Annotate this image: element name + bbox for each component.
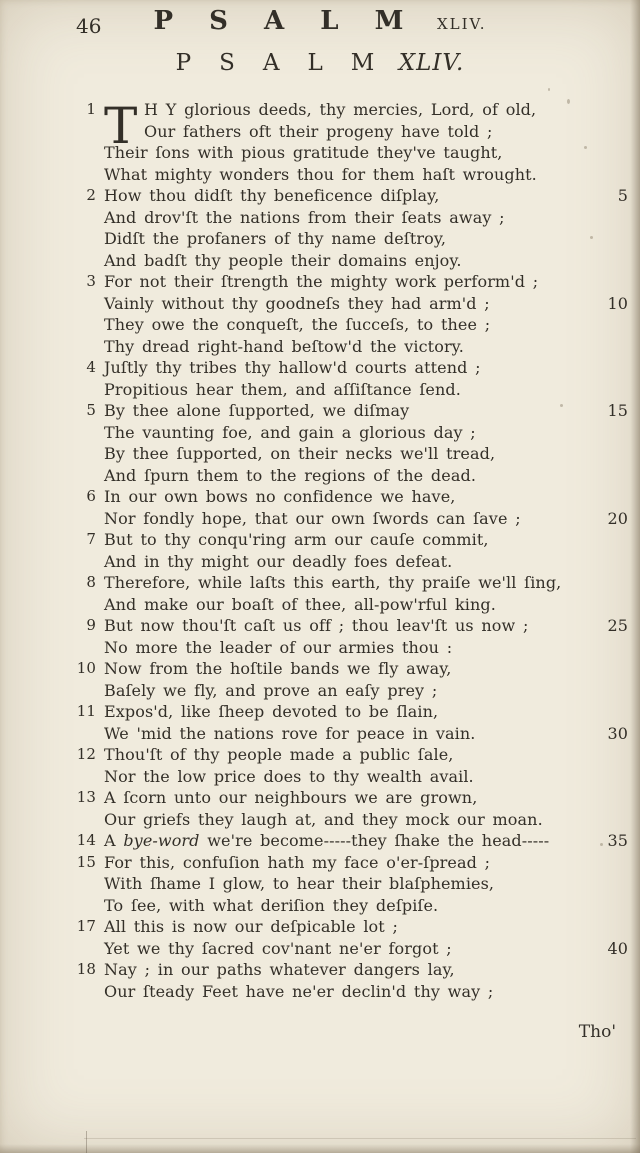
verse-line-text: And in thy might our deadly foes defeat.: [104, 551, 453, 571]
verse-line-text: Our griefs they laugh at, and they mock our moan.: [104, 809, 543, 829]
margin-line-number: 20: [607, 508, 628, 528]
verse-line: [70, 744, 640, 766]
verse-line-text: But now thou'ſt caſt us off ; thou leav'ſt us now ;: [104, 616, 529, 635]
verse-line-text: Nay ; in our paths whatever dangers lay,: [104, 960, 455, 979]
verse-line: [70, 250, 640, 272]
scan-edge-mark: [86, 1131, 87, 1153]
verse-line-text: Nor the low price does to thy wealth avail.: [104, 766, 474, 786]
margin-line-number: 40: [607, 938, 628, 958]
verse-number: [70, 809, 104, 831]
page-crease: [84, 1138, 636, 1139]
verse-number: 13: [76, 788, 96, 806]
catchword: Tho': [578, 1022, 616, 1042]
text-segment: A: [104, 831, 124, 850]
verse-number: 12: [76, 745, 96, 763]
verse-line-text: And make our boaſt of thee, all-pow'rful king.: [104, 594, 496, 614]
verse-line-text: [104, 830, 640, 852]
verse-line: [70, 981, 640, 1003]
verse-line: [70, 293, 640, 315]
verse-line-text: For this, confuſion hath my face o'er-ſpread ;: [104, 852, 491, 872]
verse-line: [70, 164, 640, 186]
verse-number: 6: [86, 487, 96, 505]
verse-number: 15: [76, 852, 96, 871]
verse-number: [70, 142, 104, 164]
verse-line: [70, 916, 640, 938]
verse-line: [70, 938, 640, 960]
verse-number: [70, 895, 104, 917]
verse-line: [70, 809, 640, 831]
verse-line: [70, 658, 640, 680]
verse-line: [70, 572, 640, 594]
verse-line-text: We 'mid the nations rove for peace in vain.: [104, 723, 476, 743]
psalm-title-text: P S A L M: [175, 50, 385, 76]
psalm-title: [0, 50, 640, 76]
verse-line: [70, 400, 640, 422]
verse-line-text: And badſt thy people their domains enjoy.: [104, 250, 462, 270]
verse-number: 10: [76, 659, 96, 677]
margin-line-number: 30: [607, 723, 628, 743]
verse-number: 17: [76, 917, 96, 935]
verse-line-text: By thee ſupported, on their necks we'll tread,: [104, 444, 496, 463]
verse-number: [70, 293, 104, 315]
verse-number: 8: [86, 573, 96, 591]
verse-number: 5: [86, 401, 96, 419]
verse-line: [70, 787, 640, 809]
verse: [70, 572, 640, 615]
verse: [70, 185, 640, 271]
verse: [70, 400, 640, 486]
verse-line-text: For not their ſtrength the mighty work perform'd ;: [104, 272, 539, 291]
verse-number: [70, 121, 104, 143]
verse-line-text: They owe the conqueſt, the ſucceſs, to thee ;: [104, 315, 491, 334]
verse-line-text: Thou'ſt of thy people made a public ſale,: [104, 745, 454, 764]
verse-line: [70, 336, 640, 358]
verse: [70, 357, 640, 400]
verse: [70, 529, 640, 572]
verse-number: [70, 723, 104, 745]
verse-number: 11: [76, 702, 96, 720]
verse-line: [70, 959, 640, 981]
verse-line-text: And drov'ſt the nations from their ſeats away ;: [104, 207, 505, 227]
text-segment: we're become-----they ſhake the head-----: [199, 831, 550, 850]
verse-number: [70, 379, 104, 401]
verse-number: [70, 314, 104, 336]
verse: [70, 959, 640, 1002]
verse: [70, 916, 640, 959]
margin-line-number: 5: [617, 186, 628, 205]
verse-number: [70, 465, 104, 487]
drop-cap: T: [104, 97, 138, 155]
verse-number: [70, 164, 104, 186]
verse-line: [70, 465, 640, 487]
verse-number: 2: [86, 186, 96, 204]
verse-line-text: In our own bows no confidence we have,: [104, 487, 456, 506]
verse-line-text: A ſcorn unto our neighbours we are grown,: [104, 788, 478, 807]
verse-number: [70, 981, 104, 1003]
verse-number: 4: [86, 358, 96, 376]
verse-number: 14: [76, 831, 96, 849]
verse-line-text: How thou didſt thy beneficence diſplay,: [104, 186, 440, 205]
verse-line: [70, 207, 640, 229]
verse-number: [70, 422, 104, 444]
verse-line: [70, 228, 640, 250]
verse-line: [70, 379, 640, 401]
verse-number: 7: [86, 530, 96, 548]
verse-line: [70, 529, 640, 551]
verse-line-text: H Y glorious deeds, thy mercies, Lord, of old,: [144, 100, 537, 119]
running-head: [0, 6, 640, 36]
verse-line-text: With ſhame I glow, to hear their blaſphemies,: [104, 874, 495, 893]
verse: [70, 486, 640, 529]
margin-line-number: 35: [607, 831, 628, 850]
verse-line: [70, 551, 640, 573]
verse-number: [70, 228, 104, 250]
verse-number: [70, 551, 104, 573]
verse-line-text: Therefore, while laſts this earth, thy praiſe we'll ſing,: [104, 573, 562, 592]
verse-block: [70, 99, 640, 1002]
verse-line-text: No more the leader of our armies thou :: [104, 637, 453, 657]
verse-line-text: But to thy conqu'ring arm our cauſe commit,: [104, 530, 489, 549]
running-head-chapter: XLIV.: [436, 15, 487, 33]
verse: [70, 615, 640, 658]
verse-number: [70, 873, 104, 895]
verse-line-text: Our fathers oft their progeny have told ;: [144, 121, 493, 141]
verse-line-text: All this is now our deſpicable lot ;: [104, 917, 398, 936]
italic-phrase: bye-word: [123, 831, 200, 850]
verse: [70, 744, 640, 787]
verse-line: [70, 852, 640, 874]
verse-line-text: Nor fondly hope, that our own ſwords can ſave ;: [104, 508, 521, 528]
ink-speck: [567, 99, 570, 104]
verse-line-text: Yet we thy ſacred cov'nant ne'er forgot ;: [104, 938, 452, 958]
verse-number: [70, 594, 104, 616]
verse-line: [70, 443, 640, 465]
verse-number: [70, 766, 104, 788]
verse: [70, 852, 640, 917]
ink-speck: [600, 843, 603, 846]
verse-number: 3: [86, 272, 96, 290]
verse-line: [70, 121, 640, 143]
running-head-title: P S A L M: [153, 6, 417, 36]
verse-number: [70, 508, 104, 530]
ink-speck: [590, 236, 593, 239]
verse-line: [70, 637, 640, 659]
margin-line-number: 25: [607, 616, 628, 635]
verse-line: [70, 508, 640, 530]
verse: [70, 271, 640, 357]
verse-line: [70, 873, 640, 895]
verse-line: [70, 594, 640, 616]
verse-line-text: To ſee, with what deriſion they deſpiſe.: [104, 895, 439, 915]
verse-line: [70, 766, 640, 788]
verse-line: [70, 422, 640, 444]
verse-line: [70, 185, 640, 207]
ink-speck: [584, 146, 587, 149]
margin-line-number: 15: [607, 401, 628, 420]
verse-line-text: Their ſons with pious gratitude they've taught,: [104, 143, 503, 162]
verse-number: 1: [86, 100, 96, 118]
verse-line-text: Our ſteady Feet have ne'er declin'd thy way ;: [104, 981, 494, 1001]
verse-line: [70, 271, 640, 293]
verse-line-text: By thee alone ſupported, we diſmay: [104, 401, 410, 420]
verse: [70, 787, 640, 830]
verse-line: [70, 830, 640, 852]
psalm-title-chapter: XLIV.: [398, 50, 465, 76]
verse-number: 9: [86, 616, 96, 634]
verse-line-text: Expos'd, like ſheep devoted to be ſlain,: [104, 702, 439, 721]
verse-line-text: What mighty wonders thou for them haſt wrought.: [104, 164, 537, 184]
verse-line-text: Didſt the profaners of thy name deſtroy,: [104, 229, 447, 248]
verse-number: [70, 680, 104, 702]
verse-line: [70, 615, 640, 637]
ink-speck: [560, 404, 563, 407]
verse: [70, 701, 640, 744]
verse-line: [70, 314, 640, 336]
verse: [70, 830, 640, 852]
verse-number: [70, 336, 104, 358]
verse-number: [70, 637, 104, 659]
verse-line: [70, 486, 640, 508]
verse-line: [70, 99, 640, 121]
verse-number: 18: [76, 960, 96, 978]
verse-number: [70, 938, 104, 960]
verse-line-text: Thy dread right-hand beſtow'd the victory.: [104, 336, 464, 356]
verse-number: [70, 207, 104, 229]
verse-line-text: Vainly without thy goodneſs they had arm'd ;: [104, 293, 490, 313]
verse: [70, 99, 640, 185]
verse-line: [70, 680, 640, 702]
verse-line: [70, 723, 640, 745]
verse-line: [70, 701, 640, 723]
verse-number: [70, 443, 104, 465]
verse-line: [70, 142, 640, 164]
verse-line: [70, 895, 640, 917]
verse-line-text: Baſely we fly, and prove an eaſy prey ;: [104, 680, 438, 700]
verse-number: [70, 250, 104, 272]
margin-line-number: 10: [607, 293, 628, 313]
page-number: 46: [76, 14, 102, 38]
verse-line-text: Propitious hear them, and aſſiſtance ſend.: [104, 379, 461, 399]
verse-line: [70, 357, 640, 379]
verse-line-text: And ſpurn them to the regions of the dead.: [104, 465, 477, 485]
verse: [70, 658, 640, 701]
page-edge-shadow-bottom: [0, 1144, 640, 1153]
ink-speck: [548, 88, 550, 91]
verse-line-text: The vaunting foe, and gain a glorious day ;: [104, 422, 476, 442]
verse-line-text: Now from the hoſtile bands we fly away,: [104, 659, 452, 678]
verse-line-text: Juſtly thy tribes thy hallow'd courts attend ;: [104, 358, 481, 377]
